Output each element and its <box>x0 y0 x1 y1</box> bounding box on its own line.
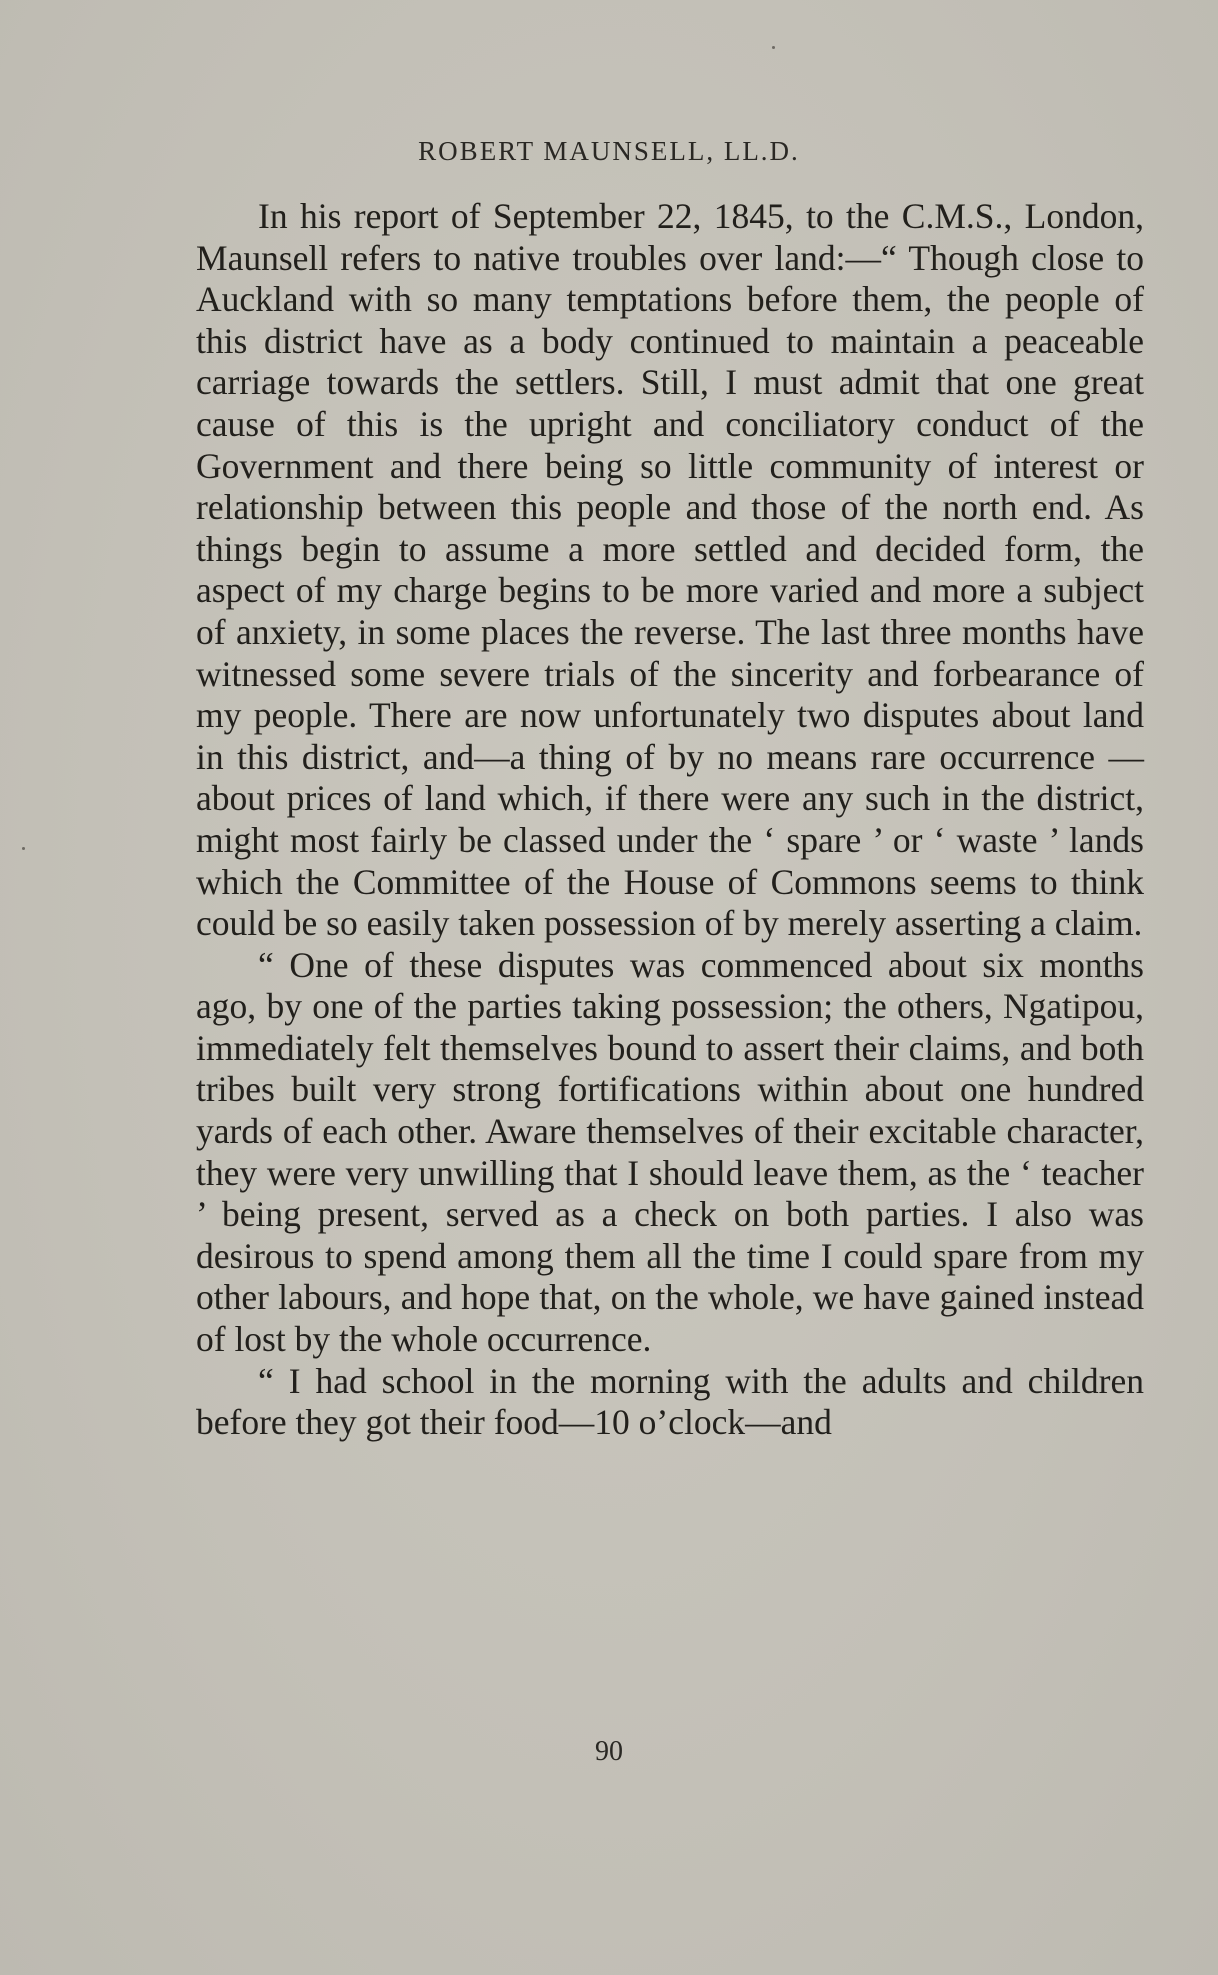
paragraph-3: “ I had school in the morning with the adults and children before they got their food—10 o’clock—and <box>196 1360 1144 1443</box>
paper-speck <box>22 847 25 850</box>
body-text <box>196 196 1144 1444</box>
paper-speck <box>772 46 775 49</box>
running-head: ROBERT MAUNSELL, LL.D. <box>418 136 800 166</box>
paragraph-2: “ One of these disputes was commenced about six months ago, by one of the parties taking possession; the others, Ngatipou, immediately felt themselves bound to assert their claims, and both tribes built very strong fortifications within about one hundred yards of each other. Aware themselves of their excitable character, they were very unwilling that I should leave them, as the ‘ teacher ’ being present, served as a check on both parties. I also was desirous to spend among them all the time I could spare from my other labours, and hope that, on the whole, we have gained instead of lost by the whole occurrence. <box>196 944 1144 1360</box>
paragraph-1: In his report of September 22, 1845, to the C.M.S., London, Maunsell refers to native troubles over land:—“ Though close to Auckland with so many temptations before them, the people of this district have as a body continued to maintain a peaceable carriage towards the settlers. Still, I must admit that one great cause of this is the upright and conciliatory conduct of the Government and there being so little community of interest or relationship between this people and those of the north end. As things begin to assume a more settled and decided form, the aspect of my charge begins to be more varied and more a subject of anxiety, in some places the reverse. The last three months have witnessed some severe trials of the sincerity and forbearance of my people. There are now unfortunately two disputes about land in this district, and—a thing of by no means rare occurrence —about prices of land which, if there were any such in the district, might most fairly be classed under the ‘ spare ’ or ‘ waste ’ lands which the Committee of the House of Commons seems to think could be so easily taken possession of by merely asserting a claim. <box>196 196 1144 944</box>
page-number: 90 <box>595 1736 623 1767</box>
